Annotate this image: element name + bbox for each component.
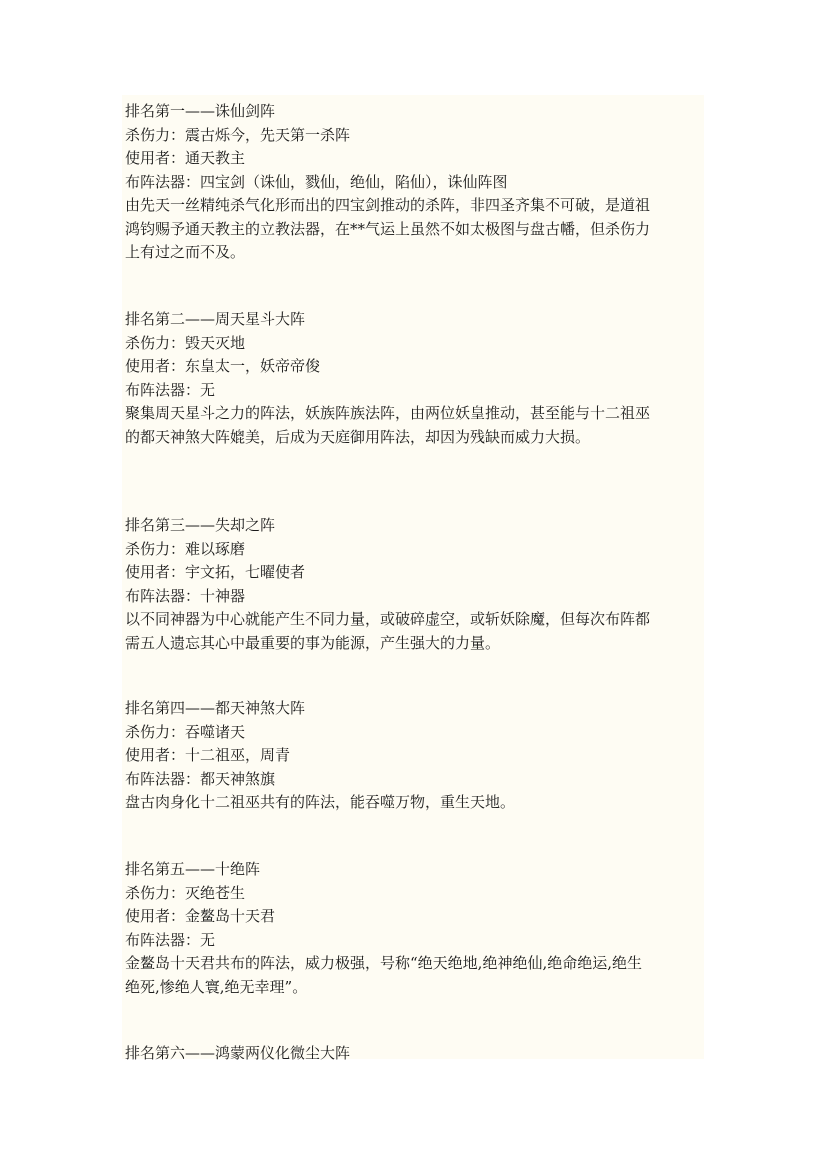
entry-rank-title: 排名第二——周天星斗大阵 bbox=[125, 310, 306, 328]
entry-3 bbox=[125, 514, 705, 655]
entry-formation-tool: 布阵法器：四宝剑（诛仙，戮仙，绝仙，陷仙），诛仙阵图 bbox=[125, 172, 508, 191]
entry-kill-power: 杀伤力：灭绝苍生 bbox=[125, 883, 246, 902]
entry-user: 使用者：金鳌岛十天君 bbox=[125, 907, 276, 925]
entry-description-line: 由先天一丝精纯杀气化形而出的四宝剑推动的杀阵，非四圣齐集不可破，是道祖 bbox=[125, 196, 651, 214]
entry-2 bbox=[125, 308, 705, 449]
entry-formation-tool: 布阵法器：无 bbox=[125, 380, 216, 399]
entry-user: 使用者：十二祖巫，周青 bbox=[125, 746, 291, 764]
entry-description-line: 以不同神器为中心就能产生不同力量，或破碎虚空，或斩妖除魔，但每次布阵都 bbox=[125, 610, 651, 628]
entry-formation-tool: 布阵法器：无 bbox=[125, 930, 216, 949]
entry-description-line: 鸿钧赐予通天教主的立教法器，在**气运上虽然不如太极图与盘古幡，但杀伤力 bbox=[125, 219, 651, 238]
entry-description-line: 绝死,惨绝人寰,绝无幸理”。 bbox=[125, 977, 308, 996]
entry-rank-title: 排名第一——诛仙剑阵 bbox=[125, 102, 276, 120]
entry-kill-power: 杀伤力：吞噬诸天 bbox=[125, 722, 246, 741]
entry-6 bbox=[125, 1042, 705, 1066]
entry-kill-power: 杀伤力：难以琢磨 bbox=[125, 539, 246, 558]
entry-description-line: 的都天神煞大阵媲美，后成为天庭御用阵法，却因为残缺而威力大损。 bbox=[125, 427, 591, 446]
entry-user: 使用者：东皇太一，妖帝帝俊 bbox=[125, 357, 321, 375]
entry-user: 使用者：通天教主 bbox=[125, 149, 246, 167]
entry-description-line: 金鳌岛十天君共布的阵法，威力极强，号称“绝天绝地,绝神绝仙,绝命绝运,绝生 bbox=[125, 954, 642, 972]
entry-kill-power: 杀伤力：震古烁今，先天第一杀阵 bbox=[125, 125, 351, 144]
entry-description-line: 聚集周天星斗之力的阵法，妖族阵族法阵，由两位妖皇推动，甚至能与十二祖巫 bbox=[125, 404, 651, 422]
entry-description-line: 上有过之而不及。 bbox=[125, 243, 246, 261]
entry-description-line: 需五人遗忘其心中最重要的事为能源，产生强大的力量。 bbox=[125, 633, 501, 652]
entry-formation-tool: 布阵法器：都天神煞旗 bbox=[125, 769, 276, 788]
entry-rank-title: 排名第三——失却之阵 bbox=[125, 516, 276, 534]
entry-rank-title: 排名第五——十绝阵 bbox=[125, 860, 261, 878]
entry-kill-power: 杀伤力：毁天灭地 bbox=[125, 333, 246, 352]
entry-user: 使用者：宇文拓，七曜使者 bbox=[125, 563, 306, 581]
entry-5 bbox=[125, 858, 705, 999]
entry-formation-tool: 布阵法器：十神器 bbox=[125, 586, 246, 605]
entry-1 bbox=[125, 100, 705, 265]
entry-rank-title: 排名第四——都天神煞大阵 bbox=[125, 699, 306, 717]
entry-description-line: 盘古肉身化十二祖巫共有的阵法，能吞噬万物，重生天地。 bbox=[125, 793, 516, 811]
entry-4 bbox=[125, 697, 705, 815]
entry-rank-title: 排名第六——鸿蒙两仪化微尘大阵 bbox=[125, 1044, 351, 1062]
